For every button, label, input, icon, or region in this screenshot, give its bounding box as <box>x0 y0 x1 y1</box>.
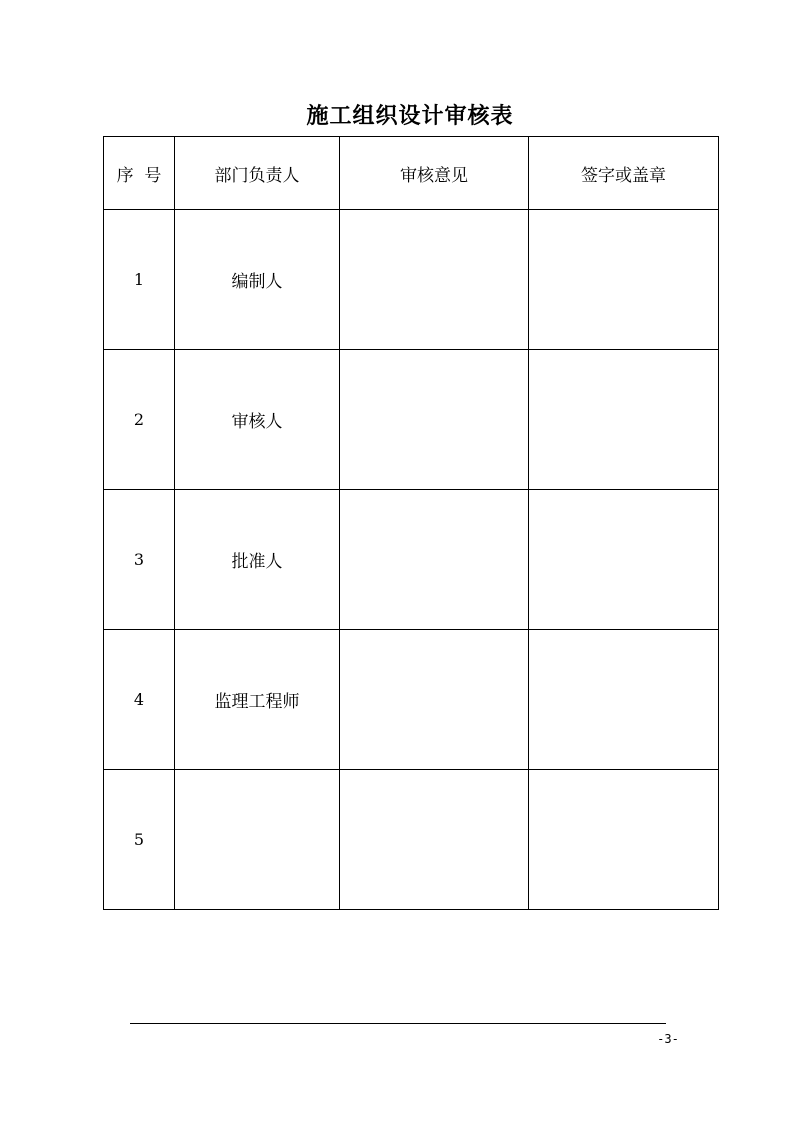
row-signature <box>529 490 719 630</box>
header-dept: 部门负责人 <box>175 137 340 210</box>
footer-divider <box>130 1023 666 1024</box>
header-row <box>104 137 719 210</box>
document-title: 施工组织设计审核表 <box>306 103 514 129</box>
page-number: -3- <box>657 1032 679 1046</box>
row-seq: 1 <box>104 210 175 350</box>
table-row <box>104 210 719 350</box>
table-row <box>104 630 719 770</box>
row-seq: 3 <box>104 490 175 630</box>
row-opinion <box>340 630 529 770</box>
table-row <box>104 490 719 630</box>
row-dept: 批准人 <box>175 490 340 630</box>
row-seq: 5 <box>104 770 175 910</box>
row-opinion <box>340 210 529 350</box>
row-signature <box>529 770 719 910</box>
row-dept <box>175 770 340 910</box>
row-seq: 4 <box>104 630 175 770</box>
table-row <box>104 350 719 490</box>
row-opinion <box>340 350 529 490</box>
row-signature <box>529 210 719 350</box>
header-seq: 序 号 <box>104 137 175 210</box>
row-signature <box>529 350 719 490</box>
table-row <box>104 770 719 910</box>
row-dept: 审核人 <box>175 350 340 490</box>
row-opinion <box>340 770 529 910</box>
header-signature: 签字或盖章 <box>529 137 719 210</box>
row-opinion <box>340 490 529 630</box>
header-opinion: 审核意见 <box>340 137 529 210</box>
review-table <box>103 136 719 910</box>
row-dept: 监理工程师 <box>175 630 340 770</box>
row-dept: 编制人 <box>175 210 340 350</box>
row-signature <box>529 630 719 770</box>
row-seq: 2 <box>104 350 175 490</box>
